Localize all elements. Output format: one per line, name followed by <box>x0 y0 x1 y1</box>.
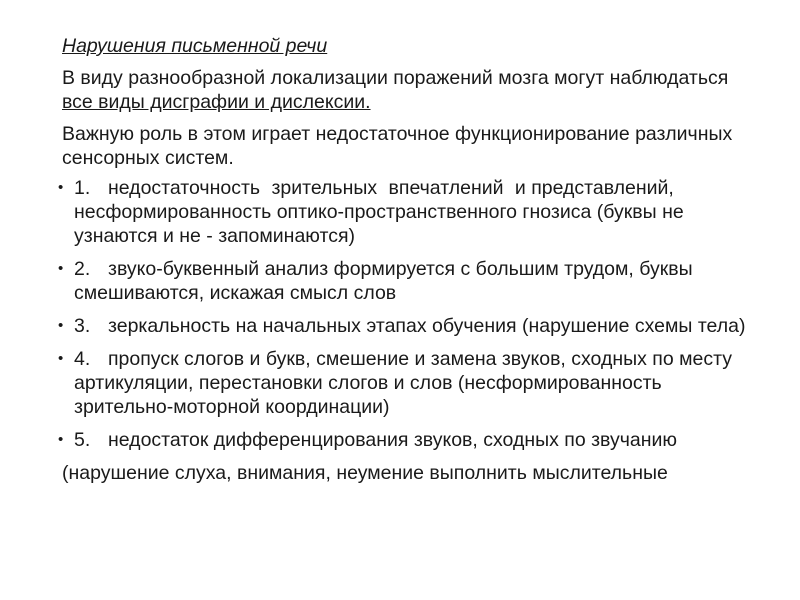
slide-title: Нарушения письменной речи <box>62 35 328 57</box>
slide-content <box>58 34 752 485</box>
bullet-icon: • <box>58 317 64 334</box>
item-number: 3. <box>74 315 91 337</box>
list-item <box>58 314 752 338</box>
item-number: 1. <box>74 177 91 199</box>
bullet-icon: • <box>58 431 64 448</box>
intro-underlined-text: все виды дисграфии и дислексии. <box>62 91 371 113</box>
item-text: недостаток дифференцирования звуков, сходных по звучанию <box>108 429 678 451</box>
list-item <box>58 428 752 452</box>
bullet-icon: • <box>58 179 64 196</box>
sensory-systems-paragraph: Важную роль в этом играет недостаточное функционирование различных сенсорных систем. <box>62 123 733 169</box>
intro-paragraph <box>62 66 752 114</box>
intro-lead-text: В виду разнообразной локализации поражений мозга могут наблюдаться <box>62 67 729 89</box>
bullet-icon: • <box>58 350 64 367</box>
list-item <box>58 176 752 248</box>
item-text: пропуск слогов и букв, смешение и замена звуков, сходных по месту артикуляции, перестановки слогов и слов (несформированность зрительно-моторной координации) <box>74 348 733 418</box>
disorders-list <box>58 176 752 452</box>
item-text: звуко-буквенный анализ формируется с большим трудом, буквы смешиваются, искажая смысл слов <box>74 258 693 304</box>
list-item <box>58 257 752 305</box>
item-text-spaced: недостаточность зрительных впечатлений и <box>108 177 526 199</box>
item-number: 2. <box>74 258 91 280</box>
item-text: зеркальность на начальных этапах обучения (нарушение схемы тела) <box>108 315 746 337</box>
item-number: 5. <box>74 429 91 451</box>
list-item <box>58 347 752 419</box>
bullet-icon: • <box>58 260 64 277</box>
item-number: 4. <box>74 348 91 370</box>
closing-paragraph: (нарушение слуха, внимания, неумение выполнить мыслительные <box>62 462 668 484</box>
item-text: представлений, несформированность оптико-пространственного гнозиса (буквы не узнаются и не - запоминаются) <box>74 177 684 247</box>
